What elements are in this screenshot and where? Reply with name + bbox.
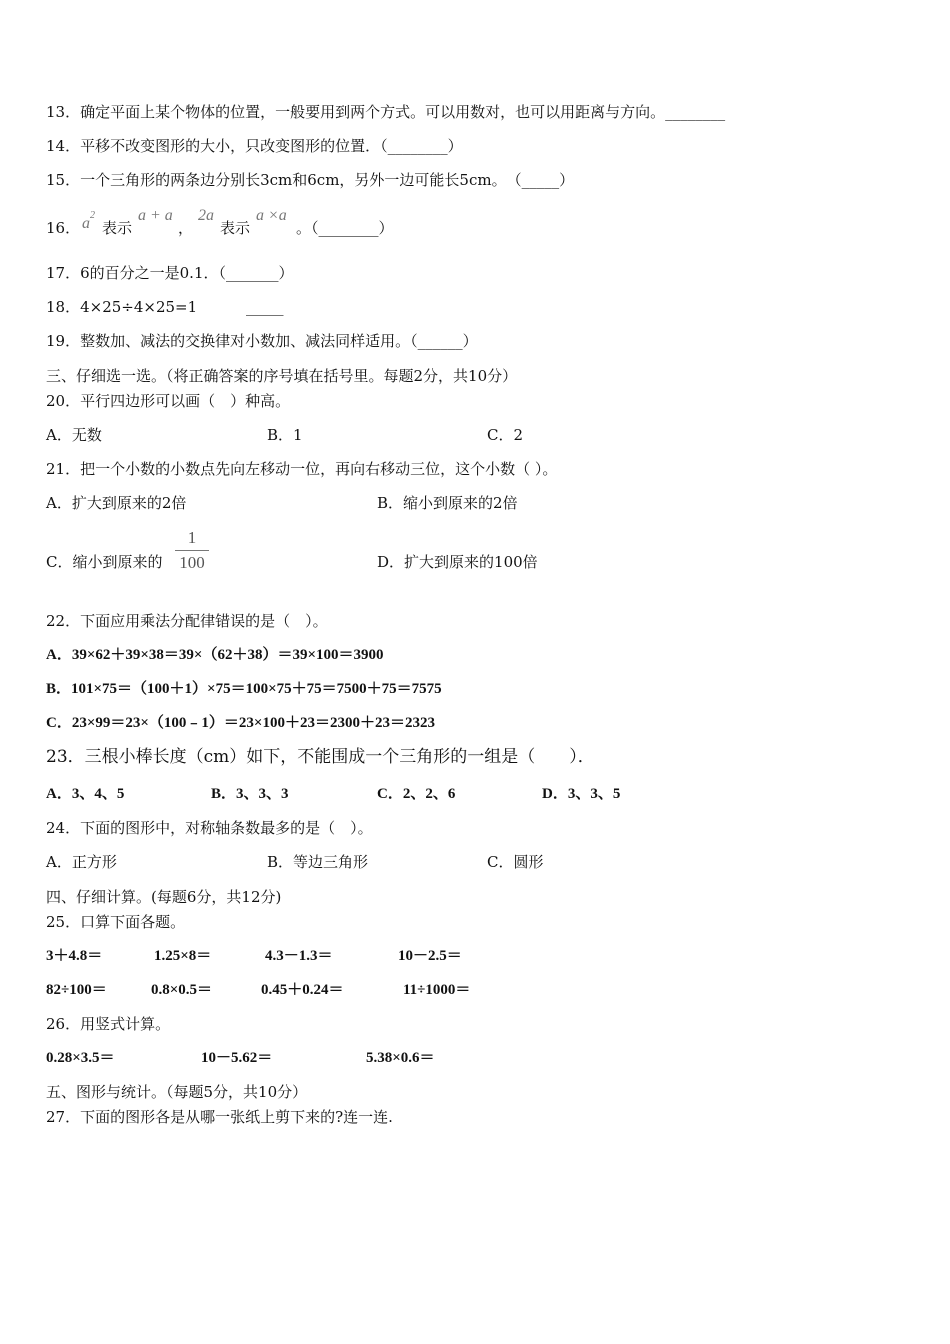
q25-item: 3＋4.8＝	[46, 948, 103, 964]
question-23: 23．三根小棒长度（cm）如下，不能围成一个三角形的一组是（ ）．	[46, 747, 595, 767]
question-24: 24．下面的图形中，对称轴条数最多的是（ ）。	[46, 819, 373, 837]
q21-option-c: C．缩小到原来的	[46, 553, 163, 571]
fraction-bar	[175, 550, 209, 551]
q16-tail: 。（________）	[296, 219, 394, 237]
q25-item: 11÷1000＝	[403, 982, 471, 998]
q25-item: 10－2.5＝	[398, 948, 462, 964]
question-18: 18．4×25÷4×25=1	[46, 298, 198, 316]
question-20: 20．平行四边形可以画（ ）种高。	[46, 392, 291, 410]
question-26: 26．用竖式计算。	[46, 1015, 171, 1033]
q22-option-a: A．39×62＋39×38＝39×（62＋38）＝39×100＝3900	[46, 647, 384, 663]
q16-2a: 2a	[198, 207, 214, 224]
q23-option-c: C．2、2、6	[377, 786, 456, 802]
q25-item: 82÷100＝	[46, 982, 107, 998]
q25-item: 0.45＋0.24＝	[261, 982, 344, 998]
question-13: 13．确定平面上某个物体的位置，一般要用到两个方式。可以用数对，也可以用距离与方向。________	[46, 103, 726, 121]
q16-a-squared: $a^2$	[82, 210, 95, 232]
q23-option-a: A．3、4、5	[46, 786, 125, 802]
q25-item: 4.3－1.3＝	[265, 948, 333, 964]
section-4-heading: 四、仔细计算。(每题6分，共12分)	[46, 888, 282, 906]
question-14: 14．平移不改变图形的大小，只改变图形的位置．（________）	[46, 137, 463, 155]
q18-blank: _____	[246, 298, 284, 316]
q16-number: 16．	[46, 219, 81, 237]
q16-text-2: 表示	[220, 219, 251, 237]
question-17: 17．6的百分之一是0.1．（_______）	[46, 264, 294, 282]
q23-option-d: D．3、3、5	[542, 786, 621, 802]
q25-item: 0.8×0.5＝	[151, 982, 213, 998]
q21-option-b: B．缩小到原来的2倍	[377, 494, 518, 512]
q26-item: 5.38×0.6＝	[366, 1050, 435, 1066]
q22-option-c: C．23×99＝23×（100﹣1）＝23×100＋23＝2300＋23＝2323	[46, 715, 435, 731]
question-27: 27．下面的图形各是从哪一张纸上剪下来的?连一连.	[46, 1108, 393, 1126]
q16-a-times-a: a ×a	[256, 207, 287, 224]
q20-option-a: A．无数	[46, 426, 102, 444]
q24-option-a: A．正方形	[46, 853, 117, 871]
section-3-heading: 三、仔细选一选。（将正确答案的序号填在括号里。每题2分，共10分）	[46, 367, 518, 385]
q21-fraction	[175, 528, 209, 573]
q25-item: 1.25×8＝	[154, 948, 212, 964]
question-19: 19．整数加、减法的交换律对小数加、减法同样适用。（______）	[46, 332, 478, 350]
q24-option-b: B．等边三角形	[267, 853, 369, 871]
question-22: 22．下面应用乘法分配律错误的是（ ）。	[46, 612, 328, 630]
q21-option-a: A．扩大到原来的2倍	[46, 494, 187, 512]
fraction-denominator: 100	[179, 553, 205, 572]
question-25: 25．口算下面各题。	[46, 913, 186, 931]
q20-option-b: B．1	[267, 426, 303, 444]
q26-item: 10－5.62＝	[201, 1050, 273, 1066]
fraction-numerator: 1	[187, 528, 197, 547]
q16-comma: ，	[178, 219, 194, 237]
q22-option-b: B．101×75＝（100＋1）×75＝100×75＋75＝7500＋75＝7575	[46, 681, 442, 697]
question-21: 21．把一个小数的小数点先向左移动一位，再向右移动三位，这个小数（ ）。	[46, 460, 558, 478]
question-15: 15．一个三角形的两条边分别长3cm和6cm，另外一边可能长5cm。 （_____）	[46, 171, 575, 189]
q16-text-1: 表示	[102, 219, 133, 237]
q20-option-c: C．2	[487, 426, 524, 444]
q26-item: 0.28×3.5＝	[46, 1050, 115, 1066]
q23-option-b: B．3、3、3	[211, 786, 289, 802]
q24-option-c: C．圆形	[487, 853, 544, 871]
q16-a-plus-a: a + a	[138, 207, 173, 224]
section-5-heading: 五、图形与统计。（每题5分，共10分）	[46, 1083, 308, 1101]
q21-option-d: D．扩大到原来的100倍	[377, 553, 538, 571]
